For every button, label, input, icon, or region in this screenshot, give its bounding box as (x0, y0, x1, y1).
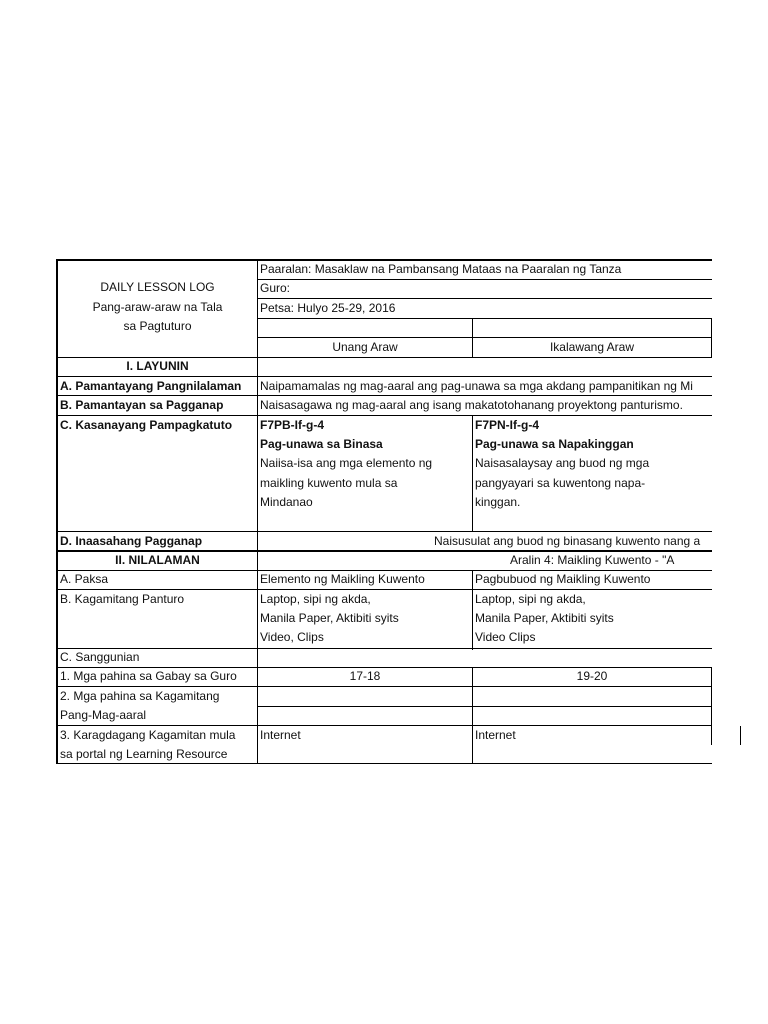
kagamitang-mag-label-2: Pang-Mag-aaral (60, 708, 147, 722)
kagamitan-day2-line1: Laptop, sipi ng akda, (475, 592, 586, 606)
c-day1-line5: Mindanao (260, 495, 313, 509)
kagamitan-label: B. Kagamitang Panturo (60, 592, 185, 606)
karagdagan-label-1: 3. Karagdagang Kagamitan mula (60, 728, 236, 742)
c-day2-line3: Naisasalaysay ang buod ng mga (475, 456, 650, 470)
c-day2-code: F7PN-If-g-4 (475, 418, 539, 432)
karagdagan-day2: Internet (475, 728, 516, 742)
row-d-label: D. Inaasahang Pagganap (60, 534, 203, 548)
paksa-day2: Pagbubuod ng Maikling Kuwento (475, 572, 651, 586)
c-day2-line4: pangyayari sa kuwentong napa- (475, 476, 646, 490)
kagamitan-day1-line2: Manila Paper, Aktibiti syits (260, 611, 399, 625)
kagamitan-day2-line2: Manila Paper, Aktibiti syits (475, 611, 614, 625)
gabay-day2: 19-20 (576, 669, 608, 683)
c-day2-line5: kinggan. (475, 495, 521, 509)
gabay-label: 1. Mga pahina sa Gabay sa Guro (60, 669, 237, 683)
row-c-label: C. Kasanayang Pampagkatuto (60, 418, 233, 432)
sanggunian-label: C. Sanggunian (60, 650, 140, 664)
nilalaman-value: Aralin 4: Maikling Kuwento - "A (510, 553, 675, 567)
kagamitan-day1-line3: Video, Clips (260, 630, 324, 644)
gabay-day1: 17-18 (349, 669, 381, 683)
date-field: Petsa: Hulyo 25-29, 2016 (260, 301, 396, 315)
c-day2-skill: Pag-unawa sa Napakinggan (475, 437, 634, 451)
day2-header: Ikalawang Araw (549, 340, 635, 354)
row-b-label: B. Pamantayan sa Pagganap (60, 398, 224, 412)
karagdagan-label-2: sa portal ng Learning Resource (60, 747, 228, 761)
log-title: DAILY LESSON LOG (100, 280, 215, 294)
kagamitan-day2-line3: Video Clips (475, 630, 536, 644)
kagamitang-mag-label-1: 2. Mga pahina sa Kagamitang (60, 689, 220, 703)
row-a-value: Naipamamalas ng mag-aaral ang pag-unawa sa mga akdang pampanitikan ng Mi (260, 379, 693, 393)
c-day1-line4: maikling kuwento mula sa (260, 476, 398, 490)
c-day1-skill: Pag-unawa sa Binasa (260, 437, 383, 451)
teacher-field: Guro: (260, 281, 291, 295)
day1-header: Unang Araw (332, 340, 398, 354)
karagdagan-day1: Internet (260, 728, 301, 742)
row-b-value: Naisasagawa ng mag-aaral ang isang makatotohanang proyektong panturismo. (260, 398, 683, 412)
log-subtitle-2: sa Pagtuturo (123, 319, 192, 333)
school-field: Paaralan: Masaklaw na Pambansang Mataas na Paaralan ng Tanza (260, 262, 622, 276)
section-layunin: I. LAYUNIN (126, 359, 189, 373)
c-day1-line3: Naiisa-isa ang mga elemento ng (260, 456, 433, 470)
section-nilalaman: II. NILALAMAN (115, 553, 200, 567)
row-d-value: Naisusulat ang buod ng binasang kuwento nang a (434, 534, 701, 548)
paksa-day1: Elemento ng Maikling Kuwento (260, 572, 425, 586)
log-subtitle: Pang-araw-araw na Tala (92, 300, 223, 314)
c-day1-code: F7PB-If-g-4 (260, 418, 324, 432)
row-a-label: A. Pamantayang Pangnilalaman (60, 379, 242, 393)
paksa-label: A. Paksa (60, 572, 109, 586)
kagamitan-day1-line1: Laptop, sipi ng akda, (260, 592, 371, 606)
